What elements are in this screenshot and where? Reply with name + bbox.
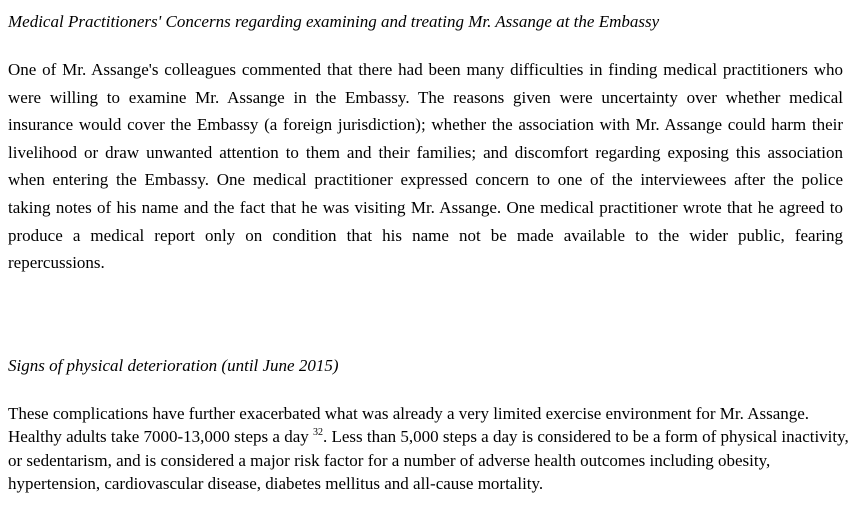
- paragraph-medical-practitioners: One of Mr. Assange's colleagues commented that there had been many difficulties in finding medical practitioners who were willing to examine Mr. Assange in the Embassy. The reasons given were uncertainty over whether medical insurance would cover the Embassy (a foreign jurisdiction); whether the association with Mr. Assange could harm their livelihood or draw unwanted attention to them and their families; and discomfort regarding exposing this association when entering the Embassy. One medical practitioner expressed concern to one of the interviewees after the police taking notes of his name and the fact that he was visiting Mr. Assange. One medical practitioner wrote that he agreed to produce a medical report only on condition that his name not be made available to the wider public, fearing repercussions.: [8, 60, 843, 273]
- section-heading-physical-deterioration: Signs of physical deterioration (until June 2015): [8, 356, 339, 375]
- section-heading-medical-practitioners: Medical Practitioners' Concerns regarding examining and treating Mr. Assange at the Embassy: [8, 12, 660, 31]
- paragraph-text-part1: These complications have further exacerbated what was already a very limited exercise environment for Mr. Assange. Healthy adults take 7000-13,000 steps a day: [8, 404, 810, 447]
- footnote-reference[interactable]: 32: [313, 427, 323, 439]
- paragraph-text-part2: . Less than 5,000 steps a day is considered to be a form of physical inactivity, or sedentarism, and is considered a major risk factor for a number of adverse health outcomes including obesity, hypertension, cardiovascular disease, diabetes mellitus and all-cause mortality.: [8, 427, 849, 493]
- paragraph-physical-deterioration: [8, 402, 856, 495]
